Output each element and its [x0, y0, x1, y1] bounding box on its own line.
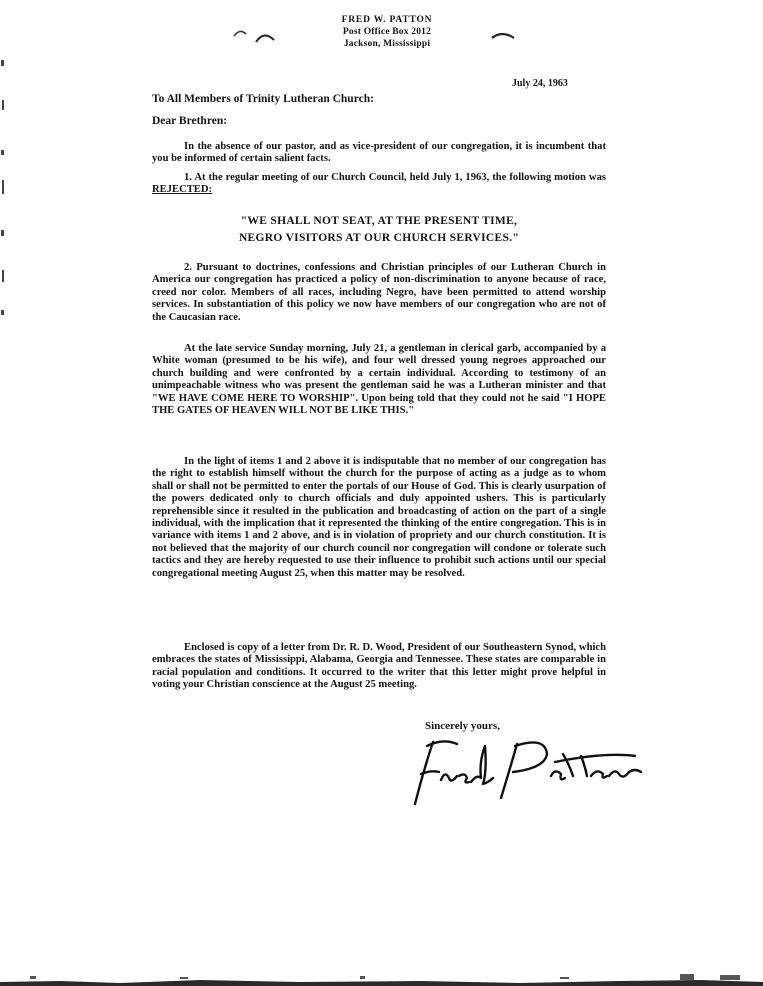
- paragraph-intro: [152, 141, 606, 166]
- salutation-dear: Dear Brethren:: [152, 115, 228, 127]
- paragraph-incident: [152, 343, 606, 417]
- scan-mark-left: [232, 24, 276, 50]
- paragraph-item-2-text: 2. Pursuant to doctrines, confessions and Christian principles of our Lutheran Church in America our congregation has practiced a policy of non-discrimination to anyone because of race, creed nor color. Members of all races, including Negro, have been permitted to attend worship services. In substantiation of this policy we now have members of our congregation who are not of the Caucasian race.: [152, 262, 606, 323]
- rejected-word: REJECTED:: [152, 184, 213, 196]
- closing: Sincerely yours,: [425, 720, 500, 732]
- letter-date: July 24, 1963: [512, 78, 568, 89]
- handwritten-signature: [405, 732, 675, 812]
- letterhead-address-line2: Jackson, Mississippi: [343, 39, 431, 49]
- scan-edge-bottom: [0, 972, 763, 986]
- salutation-to: To All Members of Trinity Lutheran Church:: [152, 93, 374, 105]
- paragraph-enclosure: [152, 642, 606, 692]
- letterhead: [292, 14, 482, 50]
- paragraph-incident-text: At the late service Sunday morning, July 21, a gentleman in clerical garb, accompanied by a White woman (presumed to be his wife), and four well dressed young negroes approached our church building and were confronted by a certain individual. According to testimony of an unimpeachable witness who was present the gentleman said he was a Lutheran minister and that "WE HAVE COME HERE TO WORSHIP". Upon being told that they could not he said "I HOPE THE GATES OF HEAVEN WILL NOT BE LIKE THIS.": [152, 343, 606, 417]
- scan-mark-right: [490, 28, 516, 44]
- paragraph-conclusion-text: In the light of items 1 and 2 above it is indisputable that no member of our congregation has the right to establish himself without the church for the purpose of acting as a judge as to whom shall or shall not be permitted to enter the portals of our House of God. This is clearly usurpation of the powers dedicated only to church officials and duly appointed ushers. This is particularly reprehensible since it resulted in the publication and broadcasting of action on the part of a single individual, with the implication that it represented the thinking of the entire congregation. This is in variance with items 1 and 2 above, and is in violation of propriety and our church constitution. It is not believed that the majority of our church council nor congregation will condone or tolerate such tactics and they are hereby requested to use their influence to prohibit such actions until our special congregational meeting August 25, when this matter may be resolved.: [152, 456, 606, 579]
- letterhead-address-line1: Post Office Box 2012: [342, 27, 432, 37]
- paragraph-item-1: [152, 172, 606, 197]
- scan-edge-left: [0, 40, 10, 340]
- paragraph-item-1-text: [152, 172, 606, 197]
- paragraph-intro-text: In the absence of our pastor, and as vice-president of our congregation, it is incumbent that you be informed of certain salient facts.: [152, 141, 606, 165]
- paragraph-item-2: [152, 262, 606, 324]
- motion-line-2: NEGRO VISITORS AT OUR CHURCH SERVICES.": [238, 232, 520, 244]
- motion-quote: [152, 213, 606, 247]
- paragraph-enclosure-text: Enclosed is copy of a letter from Dr. R. D. Wood, President of our Southeastern Synod, which embraces the states of Mississippi, Alabama, Georgia and Tennessee. These states are comparable in racial population and conditions. It occurred to the writer that this letter might prove helpful in voting your Christian conscience at the August 25 meeting.: [152, 642, 606, 691]
- letterhead-name: FRED W. PATTON: [341, 15, 433, 25]
- motion-line-1: "WE SHALL NOT SEAT, AT THE PRESENT TIME,: [240, 215, 518, 227]
- paragraph-item-1-lead: 1. At the regular meeting of our Church Council, held July 1, 1963, the following motion was: [184, 172, 606, 183]
- paragraph-conclusion: [152, 456, 606, 580]
